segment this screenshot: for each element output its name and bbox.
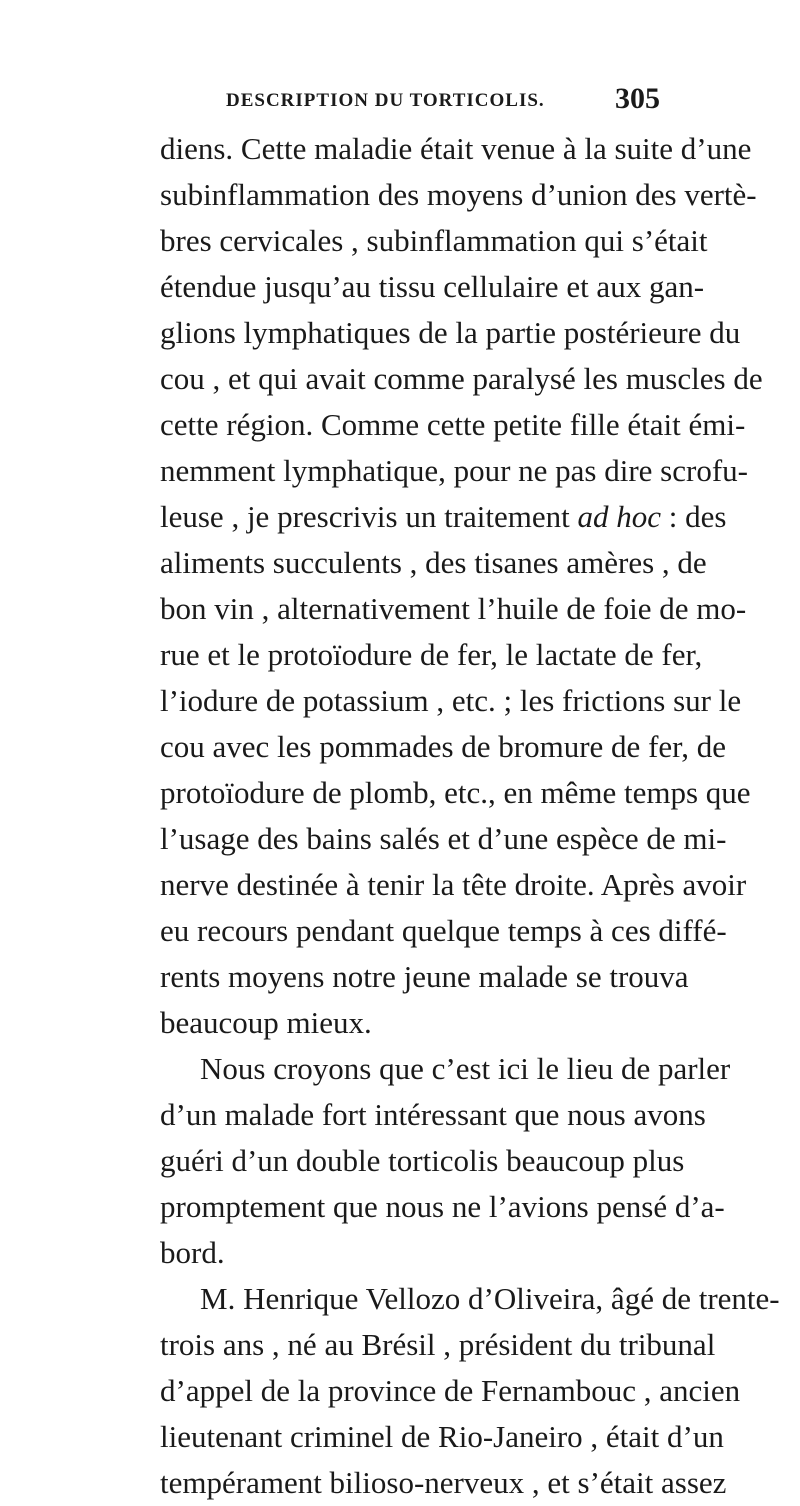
text-line: d’un malade fort intéressant que nous avons: [160, 1097, 706, 1132]
text-line: promptement que nous ne l’avions pensé d’a-: [160, 1189, 725, 1224]
text-line: subinflammation des moyens d’union des vertè-: [160, 177, 757, 212]
text-line: bres cervicales , subinflammation qui s’était: [160, 223, 708, 258]
text-line: bon vin , alternativement l’huile de foie de mo-: [160, 591, 747, 626]
text-line: aliments succulents , des tisanes amères , de: [160, 545, 707, 580]
text-line: cette région. Comme cette petite fille était émi-: [160, 407, 746, 442]
text-line: l’iodure de potassium , etc. ; les frictions sur le: [160, 683, 742, 718]
text-line: nerve destinée à tenir la tête droite. Après avoir: [160, 867, 747, 902]
text-line: M. Henrique Vellozo d’Oliveira, âgé de trente-: [200, 1281, 780, 1316]
text-line: tempérament bilioso-nerveux , et s’était assez: [160, 1465, 727, 1500]
text-line: cou , et qui avait comme paralysé les muscles de: [160, 361, 763, 396]
text-line: cou avec les pommades de bromure de fer, de: [160, 729, 726, 764]
page-number: 305: [615, 82, 660, 115]
text-segment: leuse , je prescrivis un traitement: [160, 499, 578, 534]
paragraph-3: [160, 1276, 780, 1506]
text-line: Nous croyons que c’est ici le lieu de parler: [200, 1051, 731, 1086]
paragraph-1: [160, 126, 763, 1046]
text-line: trois ans , né au Brésil , président du tribunal: [160, 1327, 716, 1362]
text-line: eu recours pendant quelque temps à ces diffé-: [160, 913, 727, 948]
text-line: lieutenant criminel de Rio-Janeiro , était d’un: [160, 1419, 724, 1454]
text-line: rue et le protoïodure de fer, le lactate de fer,: [160, 637, 703, 672]
text-line: d’appel de la province de Fernambouc , ancien: [160, 1373, 741, 1408]
text-line: l’usage des bains salés et d’une espèce de mi-: [160, 821, 727, 856]
text-line: protoïodure de plomb, etc., en même temps que: [160, 775, 751, 810]
running-title: DESCRIPTION DU TORTICOLIS.: [226, 90, 545, 111]
text-segment: : des: [661, 499, 727, 534]
body-text: [160, 126, 780, 1506]
paragraph-2: [160, 1046, 731, 1276]
text-line: beaucoup mieux.: [160, 1005, 372, 1040]
text-line-with-italic: [160, 494, 727, 540]
text-line: rents moyens notre jeune malade se trouva: [160, 959, 689, 994]
text-line: guéri d’un double torticolis beaucoup plus: [160, 1143, 685, 1178]
text-line: bord.: [160, 1235, 225, 1270]
text-line: étendue jusqu’au tissu cellulaire et aux gan-: [160, 269, 705, 304]
text-line: diens. Cette maladie était venue à la suite d’une: [160, 131, 752, 166]
text-line: nemment lymphatique, pour ne pas dire scrofu-: [160, 453, 748, 488]
italic-phrase: ad hoc: [577, 499, 662, 534]
text-line: glions lymphatiques de la partie postérieure du: [160, 315, 741, 350]
running-head: [140, 84, 660, 118]
